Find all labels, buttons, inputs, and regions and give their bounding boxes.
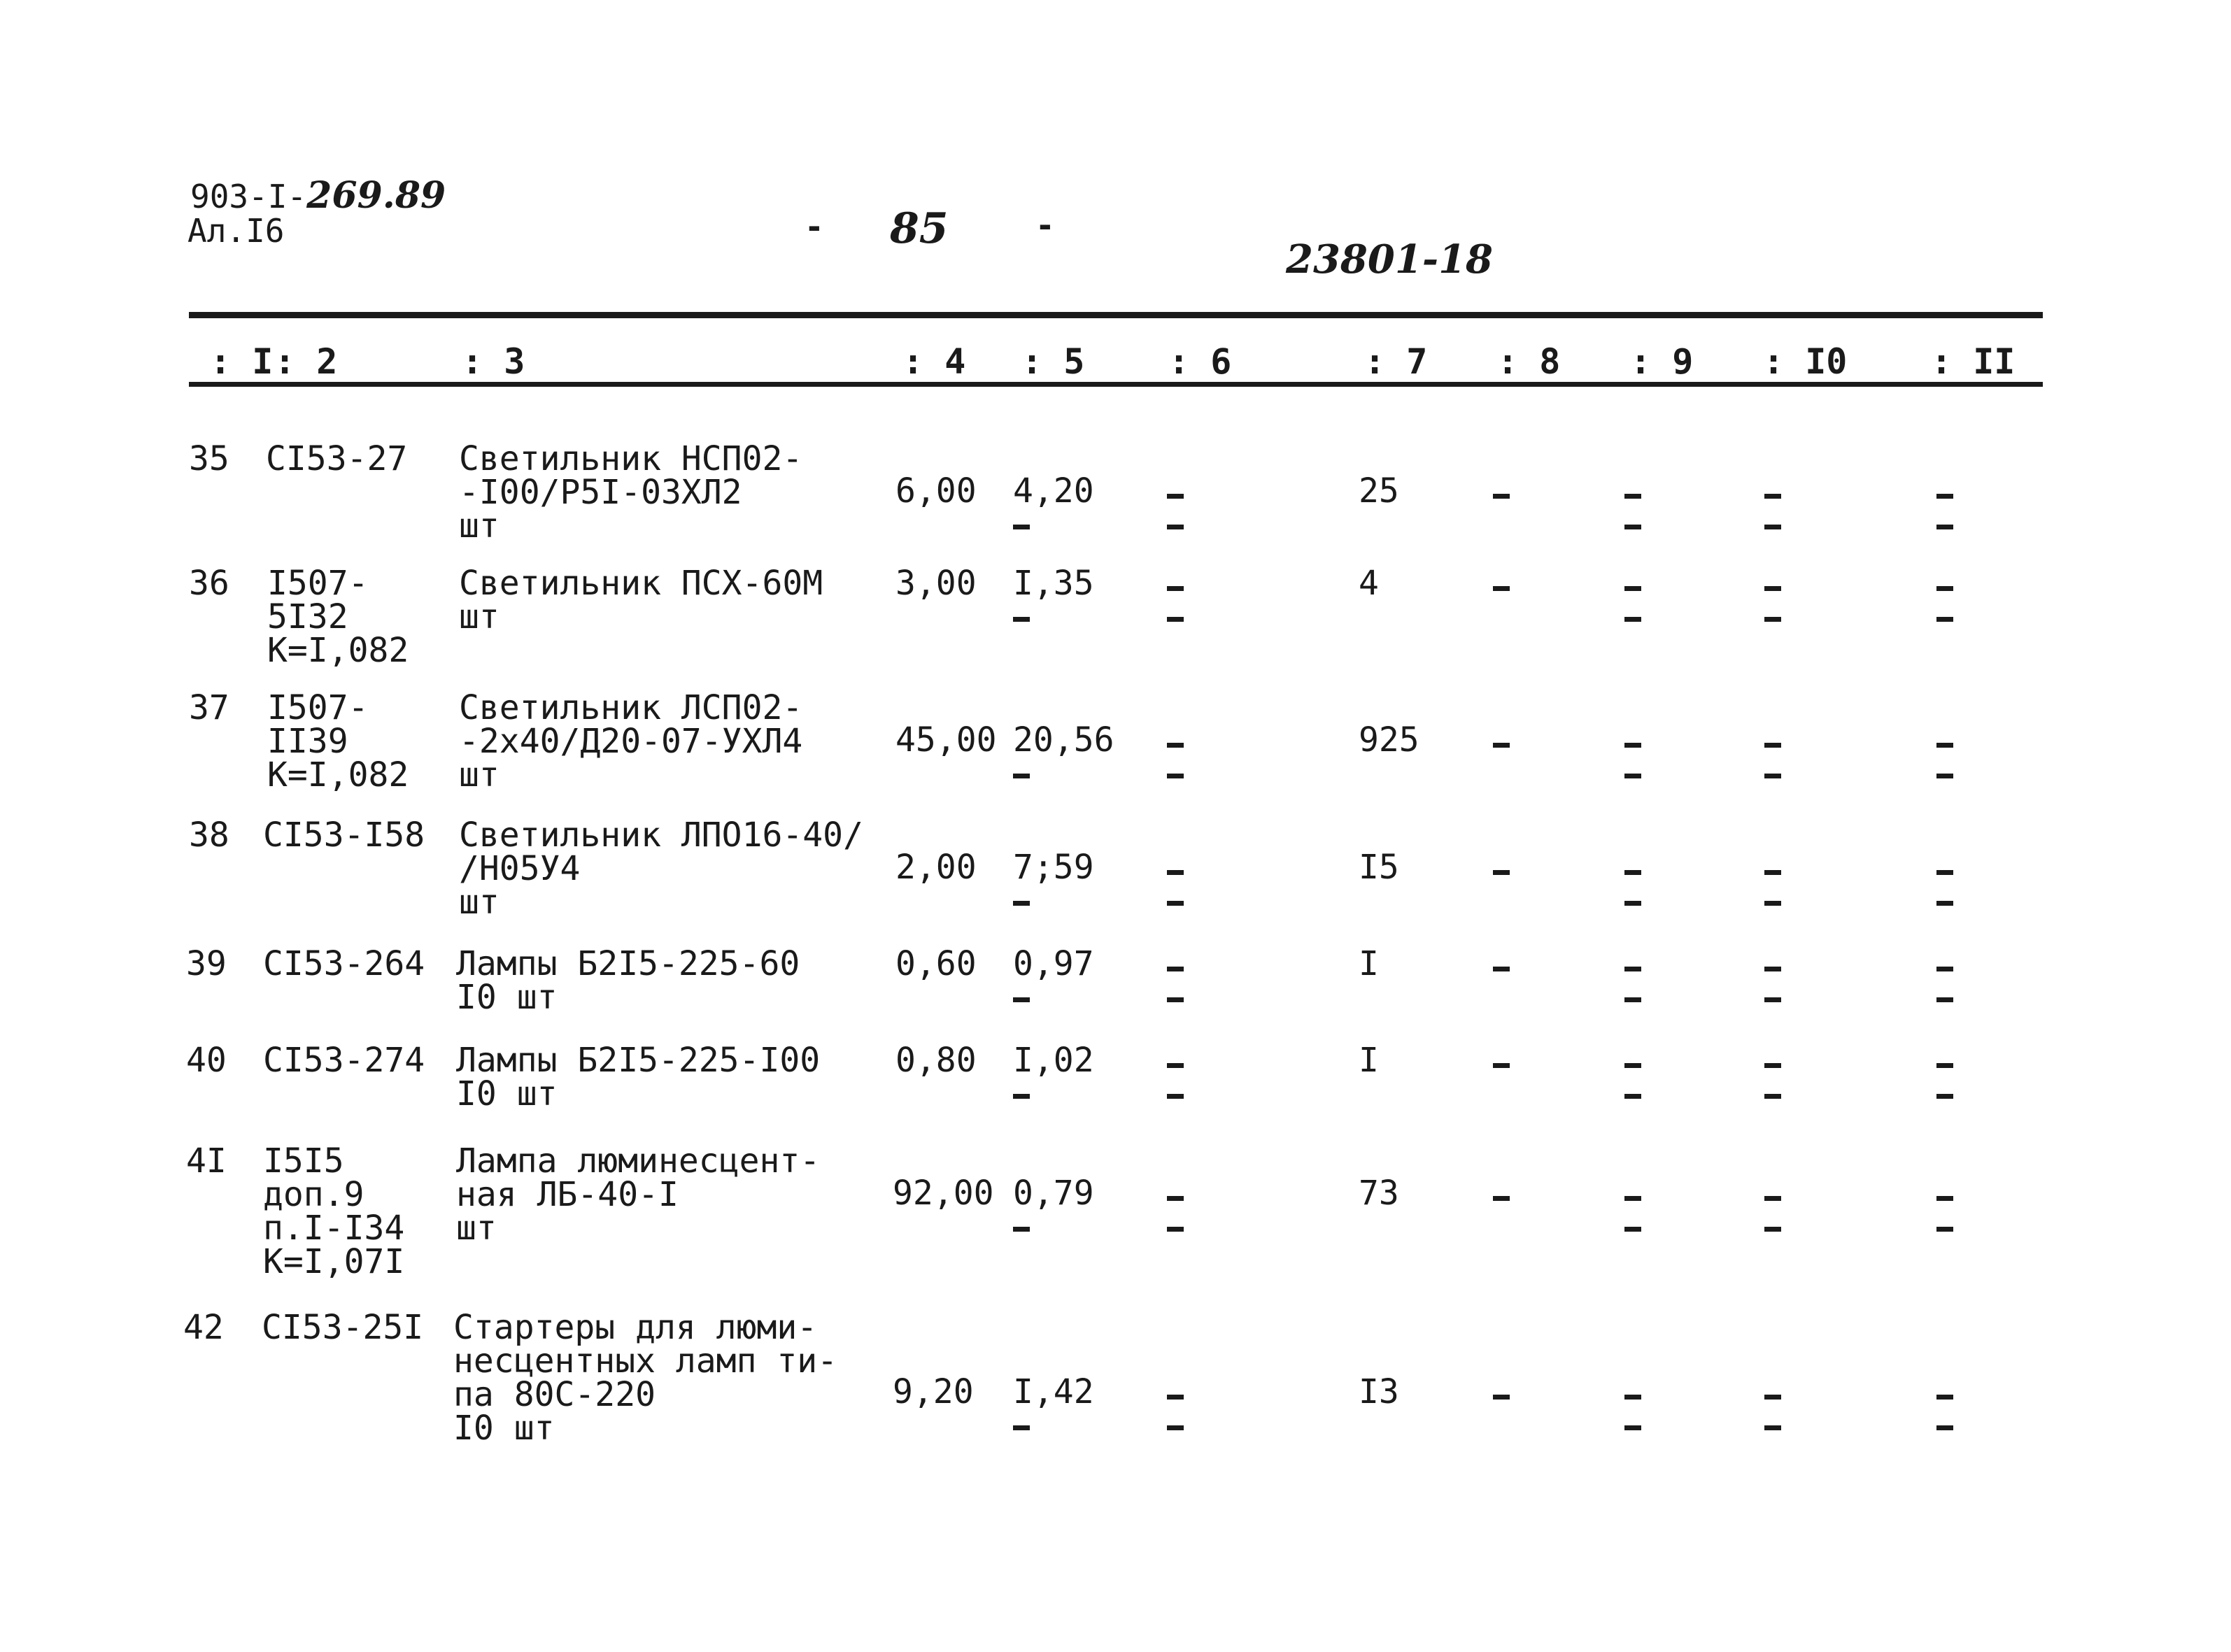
empty-cell-dash (1764, 967, 1781, 971)
col4-value: 2,00 (895, 848, 977, 887)
empty-cell-dash (1493, 586, 1510, 591)
empty-cell-dash (1764, 997, 1781, 1002)
empty-cell-dash (1013, 997, 1030, 1002)
cell-line: I507- (267, 688, 369, 727)
empty-cell-dash (1936, 870, 1953, 875)
col7-value: 25 (1359, 471, 1399, 511)
empty-cell-dash (1493, 1196, 1510, 1201)
album-label: Ал.I6 (187, 212, 285, 250)
col7-value: I (1359, 1041, 1379, 1080)
row-number: 37 (189, 688, 229, 727)
empty-cell-dash (1624, 586, 1641, 591)
page-dash-right: - (1035, 206, 1055, 244)
empty-cell-dash (1936, 525, 1953, 529)
col7-value: 73 (1359, 1174, 1399, 1213)
empty-cell-dash (1936, 1395, 1953, 1400)
empty-cell-dash (1167, 1227, 1184, 1232)
empty-cell-dash (1936, 617, 1953, 622)
col7-value: I3 (1359, 1372, 1399, 1411)
empty-cell-dash (1167, 1395, 1184, 1400)
cell-line: II39 (267, 722, 348, 761)
empty-cell-dash (1493, 494, 1510, 499)
reference-number: 23801-18 (1286, 236, 1493, 283)
item-code (267, 688, 409, 795)
cell-line: CI53-25I (262, 1308, 424, 1347)
col-header-3: : 3 (462, 341, 525, 382)
cell-line: I0 шт (456, 1074, 558, 1113)
cell-line: шт (456, 1209, 497, 1248)
empty-cell-dash (1936, 1094, 1953, 1099)
cell-line: Светильник ЛПО16-40/ (459, 816, 863, 855)
row-number: 40 (186, 1041, 227, 1080)
doc-code-printed: 903-I- (190, 178, 307, 215)
empty-cell-dash (1167, 586, 1184, 591)
cell-line: I507- (267, 564, 369, 603)
col5-value: 4,20 (1013, 471, 1094, 511)
empty-cell-dash (1013, 525, 1030, 529)
empty-cell-dash (1936, 997, 1953, 1002)
cell-line: ная ЛБ-40-I (456, 1175, 679, 1214)
cell-line: CI53-I58 (263, 816, 425, 855)
empty-cell-dash (1764, 494, 1781, 499)
col5-value: 7;59 (1013, 848, 1094, 887)
cell-line: К=I,07I (263, 1242, 405, 1281)
col-header-4: : 4 (902, 341, 966, 382)
item-name (459, 439, 803, 546)
item-code (266, 439, 408, 478)
header-bottom-rule (189, 382, 2043, 387)
empty-cell-dash (1167, 743, 1184, 748)
empty-cell-dash (1493, 1063, 1510, 1068)
item-code (263, 1141, 405, 1281)
cell-line: Стартеры для люми- (453, 1308, 818, 1347)
empty-cell-dash (1764, 1196, 1781, 1201)
empty-cell-dash (1167, 494, 1184, 499)
row-number: 38 (189, 816, 229, 855)
empty-cell-dash (1013, 901, 1030, 906)
cell-line: доп.9 (263, 1175, 364, 1214)
cell-line: шт (459, 883, 500, 922)
empty-cell-dash (1167, 774, 1184, 778)
empty-cell-dash (1624, 901, 1641, 906)
cell-line: п.I-I34 (263, 1209, 405, 1248)
item-name (456, 1041, 821, 1113)
col-header-7: : 7 (1364, 341, 1428, 382)
cell-line: /Н05У4 (459, 849, 581, 888)
empty-cell-dash (1764, 1425, 1781, 1430)
cell-line: I0 шт (453, 1409, 555, 1448)
empty-cell-dash (1624, 617, 1641, 622)
empty-cell-dash (1764, 525, 1781, 529)
col4-value: 92,00 (893, 1174, 994, 1213)
col4-value: 3,00 (895, 564, 977, 603)
empty-cell-dash (1167, 997, 1184, 1002)
empty-cell-dash (1624, 1196, 1641, 1201)
col-header-5: : 5 (1021, 341, 1085, 382)
col-header-9: : 9 (1630, 341, 1694, 382)
empty-cell-dash (1493, 967, 1510, 971)
cell-line: CI53-264 (263, 944, 425, 983)
item-name (459, 564, 823, 636)
col4-value: 0,80 (895, 1041, 977, 1080)
item-name (459, 816, 863, 922)
cell-line: шт (459, 506, 500, 546)
col-header-2: : 2 (274, 341, 338, 382)
empty-cell-dash (1936, 1227, 1953, 1232)
cell-line: К=I,082 (267, 631, 409, 670)
empty-cell-dash (1764, 586, 1781, 591)
cell-line: I0 шт (456, 978, 558, 1017)
col7-value: I (1359, 944, 1379, 983)
empty-cell-dash (1936, 1425, 1953, 1430)
empty-cell-dash (1936, 1196, 1953, 1201)
empty-cell-dash (1624, 1094, 1641, 1099)
empty-cell-dash (1167, 1094, 1184, 1099)
empty-cell-dash (1764, 1063, 1781, 1068)
col-header-10: : I0 (1763, 341, 1848, 382)
empty-cell-dash (1013, 774, 1030, 778)
empty-cell-dash (1624, 1227, 1641, 1232)
empty-cell-dash (1624, 967, 1641, 971)
empty-cell-dash (1764, 1227, 1781, 1232)
col4-value: 45,00 (895, 720, 997, 760)
doc-code (190, 174, 446, 217)
page-dash-left: - (805, 208, 824, 245)
empty-cell-dash (1764, 870, 1781, 875)
page-number: 85 (890, 204, 949, 253)
empty-cell-dash (1936, 586, 1953, 591)
row-number: 4I (186, 1141, 227, 1181)
cell-line: 5I32 (267, 597, 348, 636)
item-name (453, 1308, 838, 1448)
item-code (263, 1041, 425, 1080)
col5-value: I,42 (1013, 1372, 1094, 1411)
empty-cell-dash (1764, 617, 1781, 622)
empty-cell-dash (1013, 617, 1030, 622)
empty-cell-dash (1936, 1063, 1953, 1068)
empty-cell-dash (1624, 525, 1641, 529)
item-code (263, 816, 425, 855)
cell-line: CI53-274 (263, 1041, 425, 1080)
col7-value: 925 (1359, 720, 1419, 760)
empty-cell-dash (1013, 1094, 1030, 1099)
col-header-8: : 8 (1497, 341, 1561, 382)
empty-cell-dash (1624, 774, 1641, 778)
col5-value: I,35 (1013, 564, 1094, 603)
empty-cell-dash (1167, 870, 1184, 875)
empty-cell-dash (1624, 1063, 1641, 1068)
empty-cell-dash (1764, 1395, 1781, 1400)
col5-value: 0,79 (1013, 1174, 1094, 1213)
cell-line: Лампы Б2I5-225-60 (456, 944, 800, 983)
cell-line: Светильник НСП02- (459, 439, 803, 478)
empty-cell-dash (1624, 494, 1641, 499)
cell-line: Лампы Б2I5-225-I00 (456, 1041, 821, 1080)
empty-cell-dash (1936, 967, 1953, 971)
cell-line: Светильник ПСХ-60М (459, 564, 823, 603)
col4-value: 6,00 (895, 471, 977, 511)
empty-cell-dash (1624, 1425, 1641, 1430)
empty-cell-dash (1936, 494, 1953, 499)
col-header-6: : 6 (1168, 341, 1232, 382)
row-number: 42 (183, 1308, 224, 1347)
empty-cell-dash (1013, 1227, 1030, 1232)
row-number: 35 (189, 439, 229, 478)
cell-line: Лампа люминесцент- (456, 1141, 821, 1181)
empty-cell-dash (1493, 1395, 1510, 1400)
empty-cell-dash (1167, 617, 1184, 622)
cell-line: -I00/Р5I-03ХЛ2 (459, 473, 742, 512)
cell-line: -2х40/Д20-07-УХЛ4 (459, 722, 803, 761)
empty-cell-dash (1624, 743, 1641, 748)
row-number: 39 (186, 944, 227, 983)
row-number: 36 (189, 564, 229, 603)
cell-line: шт (459, 597, 500, 636)
empty-cell-dash (1167, 1196, 1184, 1201)
empty-cell-dash (1624, 870, 1641, 875)
item-code (263, 944, 425, 983)
cell-line: па 80С-220 (453, 1375, 656, 1414)
item-name (459, 688, 803, 795)
empty-cell-dash (1764, 901, 1781, 906)
col7-value: I5 (1359, 848, 1399, 887)
empty-cell-dash (1764, 743, 1781, 748)
cell-line: несцентных ламп ти- (453, 1341, 838, 1381)
cell-line: К=I,082 (267, 755, 409, 795)
empty-cell-dash (1936, 901, 1953, 906)
col-header-11: : II (1931, 341, 2016, 382)
empty-cell-dash (1167, 1425, 1184, 1430)
item-name (456, 1141, 821, 1248)
empty-cell-dash (1493, 743, 1510, 748)
col5-value: 20,56 (1013, 720, 1114, 760)
empty-cell-dash (1624, 1395, 1641, 1400)
empty-cell-dash (1936, 774, 1953, 778)
top-rule (189, 312, 2043, 318)
item-code (267, 564, 409, 670)
empty-cell-dash (1167, 967, 1184, 971)
empty-cell-dash (1764, 1094, 1781, 1099)
item-code (262, 1308, 424, 1347)
empty-cell-dash (1013, 1425, 1030, 1430)
item-name (456, 944, 800, 1017)
empty-cell-dash (1167, 901, 1184, 906)
col7-value: 4 (1359, 564, 1379, 603)
empty-cell-dash (1493, 870, 1510, 875)
col4-value: 0,60 (895, 944, 977, 983)
empty-cell-dash (1167, 1063, 1184, 1068)
col5-value: I,02 (1013, 1041, 1094, 1080)
cell-line: Светильник ЛСП02- (459, 688, 803, 727)
cell-line: шт (459, 755, 500, 795)
empty-cell-dash (1167, 525, 1184, 529)
cell-line: CI53-27 (266, 439, 408, 478)
col4-value: 9,20 (893, 1372, 974, 1411)
empty-cell-dash (1764, 774, 1781, 778)
empty-cell-dash (1624, 997, 1641, 1002)
col-header-1: : I (210, 341, 274, 382)
cell-line: I5I5 (263, 1141, 344, 1181)
doc-code-handwritten: 269.89 (306, 174, 446, 217)
col5-value: 0,97 (1013, 944, 1094, 983)
empty-cell-dash (1936, 743, 1953, 748)
